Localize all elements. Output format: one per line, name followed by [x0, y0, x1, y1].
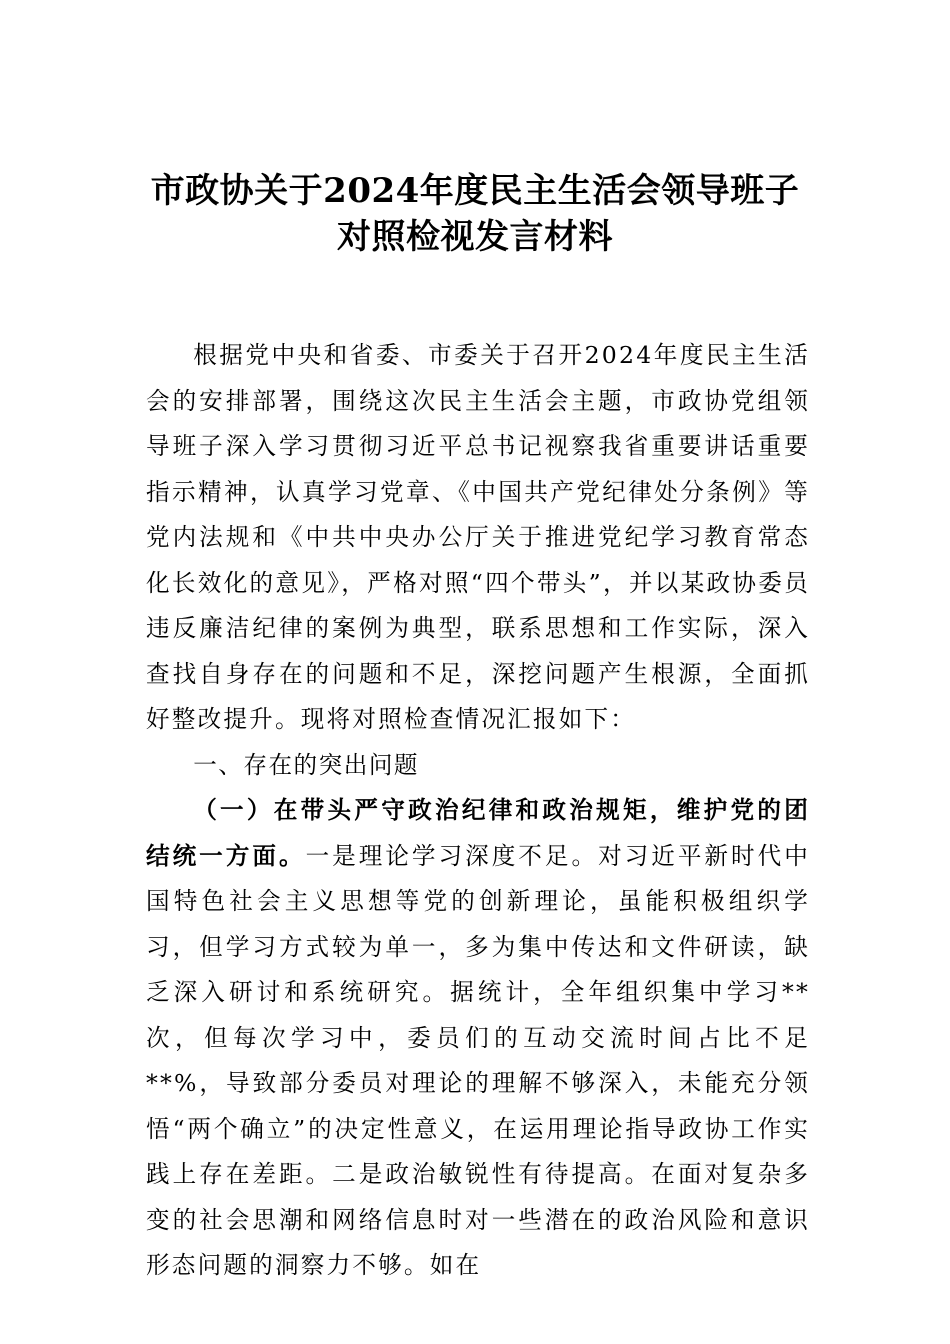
subsection-paragraph: [146, 788, 810, 1289]
document-title-line-2: 对照检视发言材料: [337, 217, 613, 257]
document-body: [146, 333, 810, 1289]
section-heading: 一、存在的突出问题: [193, 750, 420, 779]
subsection-body: 一是理论学习深度不足。对习近平新时代中国特色社会主义思想等党的创新理论，虽能积极组织学习，但学习方式较为单一，多为集中传达和文件研读，缺乏深入研讨和系统研究。据统计，全年组织集中学习**次，但每次学习中，委员们的互动交流时间占比不足**%，导致部分委员对理论的理解不够深入，未能充分领悟“两个确立”的决定性意义，在运用理论指导政协工作实践上存在差距。二是政治敏锐性有待提高。在面对复杂多变的社会思潮和网络信息时对一些潜在的政治风险和意识形态问题的洞察力不够。如在: [146, 841, 810, 1279]
document-title-line-1: 市政协关于2024年度民主生活会领导班子: [150, 171, 800, 211]
subsection-heading: （一）在带头严守政治纪律和政治规矩，维护党的团结统一方面。: [146, 796, 810, 870]
intro-paragraph: 根据党中央和省委、市委关于召开2024年度民主生活会的安排部署，围绕这次民主生活会主题，市政协党组领导班子深入学习贯彻习近平总书记视察我省重要讲话重要指示精神，认真学习党章、《中国共产党纪律处分条例》等党内法规和《中共中央办公厅关于推进党纪学习教育常态化长效化的意见》，严格对照“四个带头”，并以某政协委员违反廉洁纪律的案例为典型，联系思想和工作实际，深入查找自身存在的问题和不足，深挖问题产生根源，全面抓好整改提升。现将对照检查情况汇报如下：: [146, 341, 810, 733]
